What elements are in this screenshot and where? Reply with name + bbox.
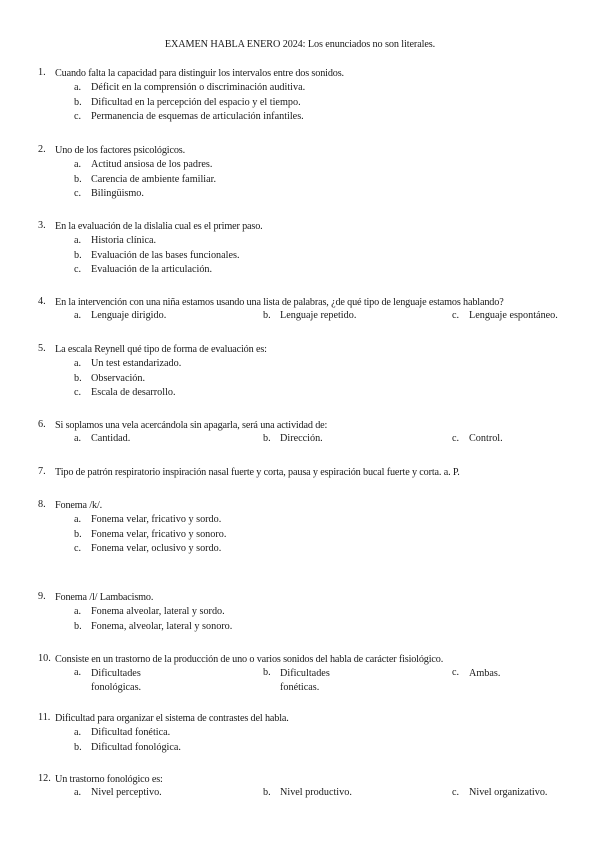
question-number: 10. — [38, 653, 51, 664]
question-text: La escala Reynell qué tipo de forma de evaluación es: — [55, 344, 267, 355]
option-c: c. Evaluación de la articulación. — [74, 264, 213, 276]
option-b: b. Evaluación de las bases funcionales. — [74, 249, 240, 261]
question-text: Dificultad para organizar el sistema de contrastes del habla. — [55, 713, 289, 724]
option-c: c. Ambas. — [452, 667, 501, 680]
question-text: Uno de los factores psicológicos. — [55, 145, 186, 156]
question-9 — [38, 591, 568, 634]
question-8 — [38, 499, 568, 557]
question-text: En la intervención con una niña estamos usando una lista de palabras, ¿de qué tipo de lenguaje estamos hablando? — [55, 297, 504, 308]
question-text: Consiste en un trastorno de la producción de uno o varios sonidos del habla de carácter fisiológico. — [55, 654, 444, 665]
option-b: b. Dificultad en la percepción del espacio y el tiempo. — [74, 96, 301, 108]
option-b: b. Fonema velar, fricativo y sonoro. — [74, 528, 227, 540]
question-number: 1. — [38, 67, 46, 78]
page-title: EXAMEN HABLA ENERO 2024: Los enunciados no son literales. — [164, 39, 436, 50]
option-a: a. Actitud ansiosa de los padres. — [74, 159, 213, 171]
option-b: b. Dificultades fonéticas. — [263, 667, 330, 694]
option-b: b. Lenguaje repetido. — [263, 310, 357, 322]
question-text: Tipo de patrón respiratorio inspiración nasal fuerte y corta, pausa y espiración bucal fuerte y corta. a. P. — [55, 467, 460, 478]
question-number: 8. — [38, 499, 46, 510]
question-11 — [38, 712, 568, 755]
question-5 — [38, 343, 568, 401]
option-a: a. Nivel perceptivo. — [74, 787, 162, 799]
option-a: a. Fonema alveolar, lateral y sordo. — [74, 606, 225, 618]
question-1 — [38, 67, 568, 125]
question-6 — [38, 419, 568, 444]
option-b: b. Nivel productivo. — [263, 787, 352, 799]
option-a: a. Fonema velar, fricativo y sordo. — [74, 514, 222, 526]
question-3 — [38, 220, 568, 278]
question-number: 2. — [38, 144, 46, 155]
question-4 — [38, 296, 568, 321]
question-number: 7. — [38, 466, 46, 477]
question-number: 9. — [38, 591, 46, 602]
question-7 — [38, 466, 568, 480]
option-b: b. Carencia de ambiente familiar. — [74, 173, 217, 185]
question-text: Cuando falta la capacidad para distinguir los intervalos entre dos sonidos. — [55, 68, 344, 79]
question-text: Fonema /k/. — [55, 500, 103, 511]
option-a: a. Un test estandarizado. — [74, 358, 182, 370]
question-text: Fonema /l/ Lambacismo. — [55, 592, 154, 603]
option-a: a. Dificultades fonológicas. — [74, 667, 142, 694]
option-a: a. Cantidad. — [74, 433, 131, 445]
question-number: 3. — [38, 220, 46, 231]
option-b: b. Observación. — [74, 372, 146, 384]
option-c: c. Fonema velar, oclusivo y sordo. — [74, 543, 222, 555]
option-c: c. Bilingüismo. — [74, 188, 144, 200]
question-number: 5. — [38, 343, 46, 354]
option-a: a. Lenguaje dirigido. — [74, 310, 167, 322]
option-b: b. Fonema, alveolar, lateral y sonoro. — [74, 620, 233, 632]
option-c: c. Permanencia de esquemas de articulación infantiles. — [74, 111, 304, 123]
question-number: 12. — [38, 773, 51, 784]
option-b: b. Dificultad fonológica. — [74, 741, 181, 753]
question-text: Un trastorno fonológico es: — [55, 774, 163, 785]
question-number: 6. — [38, 419, 46, 430]
question-text: Si soplamos una vela acercándola sin apagarla, será una actividad de: — [55, 420, 328, 431]
option-c: c. Lenguaje espontáneo. — [452, 310, 558, 322]
question-number: 11. — [38, 712, 51, 723]
option-c: c. Nivel organizativo. — [452, 787, 548, 799]
question-text: En la evaluación de la dislalia cual es el primer paso. — [55, 221, 263, 232]
option-a: a. Historia clínica. — [74, 235, 157, 247]
question-12 — [38, 773, 568, 798]
question-10 — [38, 653, 568, 695]
option-b: b. Dirección. — [263, 433, 323, 445]
option-c: c. Escala de desarrollo. — [74, 387, 176, 399]
option-c: c. Control. — [452, 433, 503, 445]
option-a: a. Dificultad fonética. — [74, 727, 171, 739]
question-number: 4. — [38, 296, 46, 307]
question-2 — [38, 144, 568, 202]
option-a: a. Déficit en la comprensión o discriminación auditiva. — [74, 82, 306, 94]
